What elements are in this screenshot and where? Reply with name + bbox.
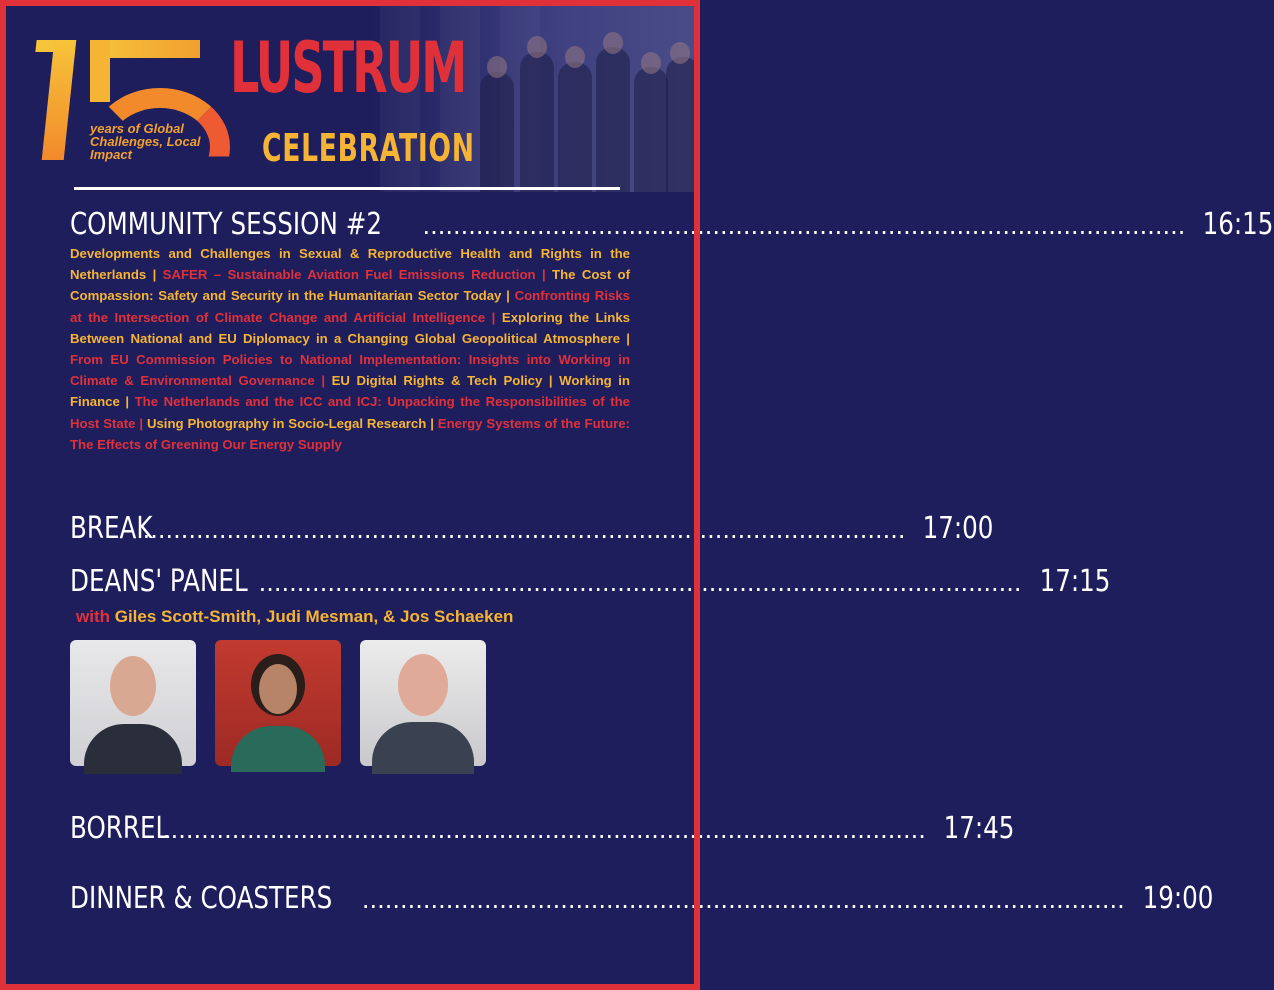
schedule-row-community-session [70,202,1274,242]
title-celebration: CELEBRATION [262,126,475,170]
schedule-time: 17:00 [923,511,994,546]
schedule-label: BREAK [70,511,153,546]
dot-leader: .................................................................................................... [163,816,926,844]
panel-names: Giles Scott-Smith, Judi Mesman, & Jos Schaeken [114,607,514,626]
schedule-label: BORREL [70,811,170,846]
schedule-time: 17:15 [1039,564,1111,599]
schedule-time: 16:15 [1202,207,1274,242]
session-separator: | [426,415,438,431]
portrait-jos-schaeken [360,640,486,766]
panel-with-word: with [76,607,110,626]
dot-leader: .................................................................................................... [361,886,1125,914]
session-separator: | [485,309,502,325]
session-title: The Netherlands and the ICC and ICJ: Unpacking the Responsibilities of the Host State [70,394,630,431]
schedule-label: DINNER & COASTERS [70,881,333,916]
session-title: Exploring the Links Between National and EU Diplomacy in a Changing Global Geopolitical Atmosphere [70,309,630,346]
dot-leader: .................................................................................................... [422,212,1186,240]
dot-leader: .................................................................................................... [142,516,906,544]
session-separator: | [501,288,515,304]
schedule-row-dinner [70,876,1214,916]
panel-speakers [76,607,513,627]
session-separator: | [314,373,332,389]
session-title: The Cost of Compassion: Safety and Security in the Humanitarian Sector Today [70,267,630,304]
schedule-label: DEANS' PANEL [70,564,248,599]
portrait-giles-scott-smith [70,640,196,766]
session-separator: | [535,267,553,283]
portrait-judi-mesman [215,640,341,766]
session-title: Confronting Risks at the Intersection of Climate Change and Artificial Intelligence [70,288,630,325]
session-separator: | [146,267,163,283]
session-title: Working in Finance [70,373,630,410]
session-separator: | [620,330,630,346]
header-divider [74,187,620,190]
dot-leader: .................................................................................................... [258,569,1022,597]
schedule-time: 19:00 [1142,881,1214,916]
session-title: From EU Commission Policies to National Implementation: Insights into Working in Climate & Environmental Governance [70,352,630,389]
logo-tagline: years of Global Challenges, Local Impact [90,121,201,162]
schedule-row-deans-panel [70,559,1111,599]
session-title: Developments and Challenges in Sexual & Reproductive Health and Rights in the Netherlands [70,246,630,283]
session-title: SAFER – Sustainable Aviation Fuel Emissions Reduction [162,267,536,283]
session-title: EU Digital Rights & Tech Policy [331,373,543,389]
session-title: Using Photography in Socio-Legal Research [146,415,427,431]
session-separator: | [542,373,560,389]
title-lustrum: LUSTRUM [230,27,466,109]
session-list [70,243,630,455]
schedule-row-break [70,506,994,546]
schedule-row-borrel [70,806,1015,846]
session-separator: | [119,394,135,410]
schedule-time: 17:45 [943,811,1015,846]
session-title: Energy Systems of the Future: The Effects of Greening Our Energy Supply [70,415,630,452]
schedule-label: COMMUNITY SESSION #2 [70,207,383,242]
session-separator: | [135,415,147,431]
